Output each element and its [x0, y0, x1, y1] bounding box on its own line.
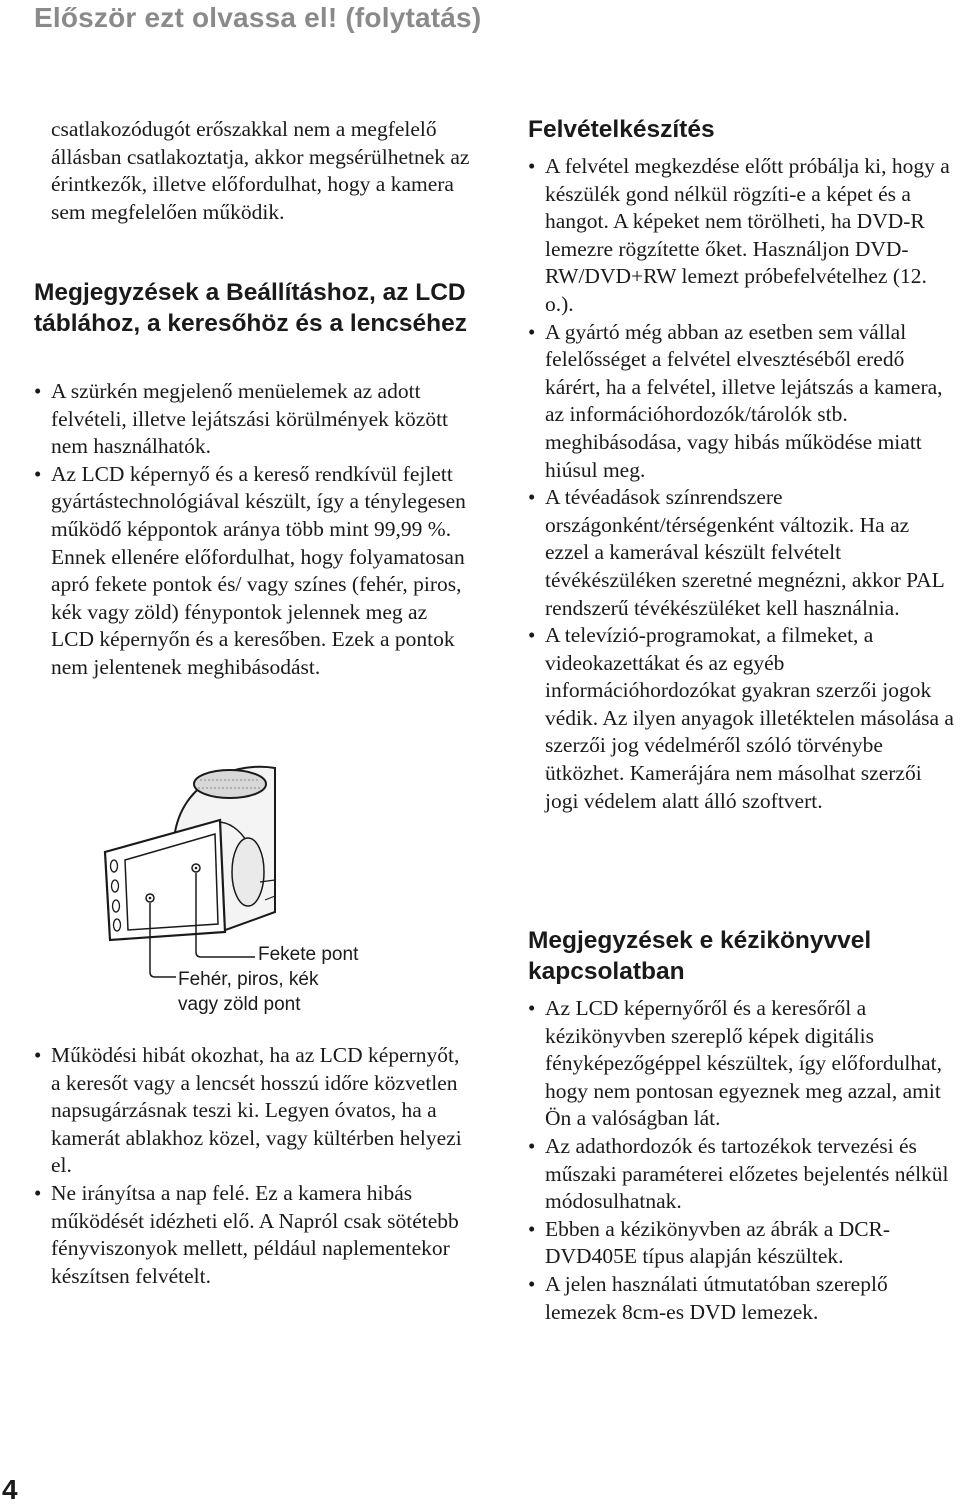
settings-lcd-list — [34, 378, 474, 682]
list-item: • A szürkén megjelenő menüelemek az adott felvételi, illetve lejátszási körülmények között nem használhatók. — [34, 378, 474, 461]
recording-list — [528, 153, 958, 815]
page-number: 4 — [2, 1474, 18, 1505]
list-item: • Az LCD képernyőről és a keresőről a kézikönyvben szereplő képek digitális fényképezőgéppel készültek, így előfordulhat, hogy nem pontosan egyeznek meg azzal, amit Ön a valóságban lát. — [528, 995, 958, 1133]
camera-lcd-illustration — [100, 762, 400, 1022]
list-item: • A televízió-programokat, a filmeket, a videokazettákat és az egyéb információhordozókat gyakran szerzői jogok védik. Az ilyen anyagok illetéktelen másolása a szerzői jog védelméről szóló törvénybe ütközhet. Kamerájára nem másolhat szerzői jogi védelem alatt álló szoftvert. — [528, 622, 958, 815]
list-item: • Működési hibát okozhat, ha az LCD képernyőt, a keresőt vagy a lencsét hosszú időre közvetlen napsugárzásnak teszi ki. Legyen óvatos, ha a kamerát ablakhoz közel, vagy kültérben helyezi el. — [34, 1042, 474, 1180]
sunlight-warning-list — [34, 1042, 474, 1290]
list-item: • A tévéadások színrendszere országonként/térségenként változik. Ha az ezzel a kamerával készült felvételt tévékészüléken szeretné megnézni, akkor PAL rendszerű tévékészüléket kell használnia. — [528, 484, 958, 622]
list-item: • Az LCD képernyő és a kereső rendkívül fejlett gyártástechnológiával készült, így a ténylegesen működő képpontok aránya több mint 99,99 %. Ennek ellenére előfordulhat, hogy folyamatosan apró fekete pontok és/ vagy színes (fehér, piros, kék vagy zöld) fénypontok jelennek meg az LCD képernyőn és a keresőben. Ezek a pontok nem jelentenek meghibásodást. — [34, 461, 474, 682]
list-item: • A gyártó még abban az esetben sem vállal felelősséget a felvétel elvesztéséből eredő kárért, ha a felvétel, illetve lejátszás a kamera, az információhordozók/tárolók stb. meghibásodása, vagy hibás működése miatt hiúsul meg. — [528, 319, 958, 485]
intro-paragraph: csatlakozódugót erőszakkal nem a megfelelő állásban csatlakoztatja, akkor megsérülhetnek az érintkezők, illetve előfordulhat, hogy a kamera sem megfelelően működik. — [51, 117, 470, 224]
page-header-title: Először ezt olvassa el! (folytatás) — [34, 2, 482, 33]
color-dot-label-line2: vagy zöld pont — [178, 994, 301, 1015]
section-heading-settings-lcd: Megjegyzések a Beállításhoz, az LCD táblához, a keresőhöz és a lencséhez — [34, 279, 468, 337]
section-heading-manual-notes: Megjegyzések e kézikönyvvel kapcsolatban — [528, 927, 872, 985]
list-item: • A jelen használati útmutatóban szereplő lemezek 8cm-es DVD lemezek. — [528, 1271, 958, 1326]
black-dot-label: Fekete pont — [258, 944, 359, 965]
color-dot-label-line1: Fehér, piros, kék — [178, 969, 319, 990]
list-item: • Ne irányítsa a nap felé. Ez a kamera hibás működését idézheti elő. A Napról csak sötétebb fényviszonyok mellett, például naplementekor készítsen felvételt. — [34, 1180, 474, 1290]
list-item: • Ebben a kézikönyvben az ábrák a DCR-DVD405E típus alapján készültek. — [528, 1216, 958, 1271]
section-heading-recording: Felvételkészítés — [528, 116, 715, 143]
list-item: • Az adathordozók és tartozékok tervezési és műszaki paraméterei előzetes bejelentés nélkül módosulhatnak. — [528, 1133, 958, 1216]
manual-notes-list — [528, 995, 958, 1326]
list-item: • A felvétel megkezdése előtt próbálja ki, hogy a készülék gond nélkül rögzíti-e a képet és a hangot. A képeket nem törölheti, ha DVD-R lemezre rögzítette őket. Használjon DVD-RW/DVD+RW lemezt próbefelvételhez (12. o.). — [528, 153, 958, 319]
